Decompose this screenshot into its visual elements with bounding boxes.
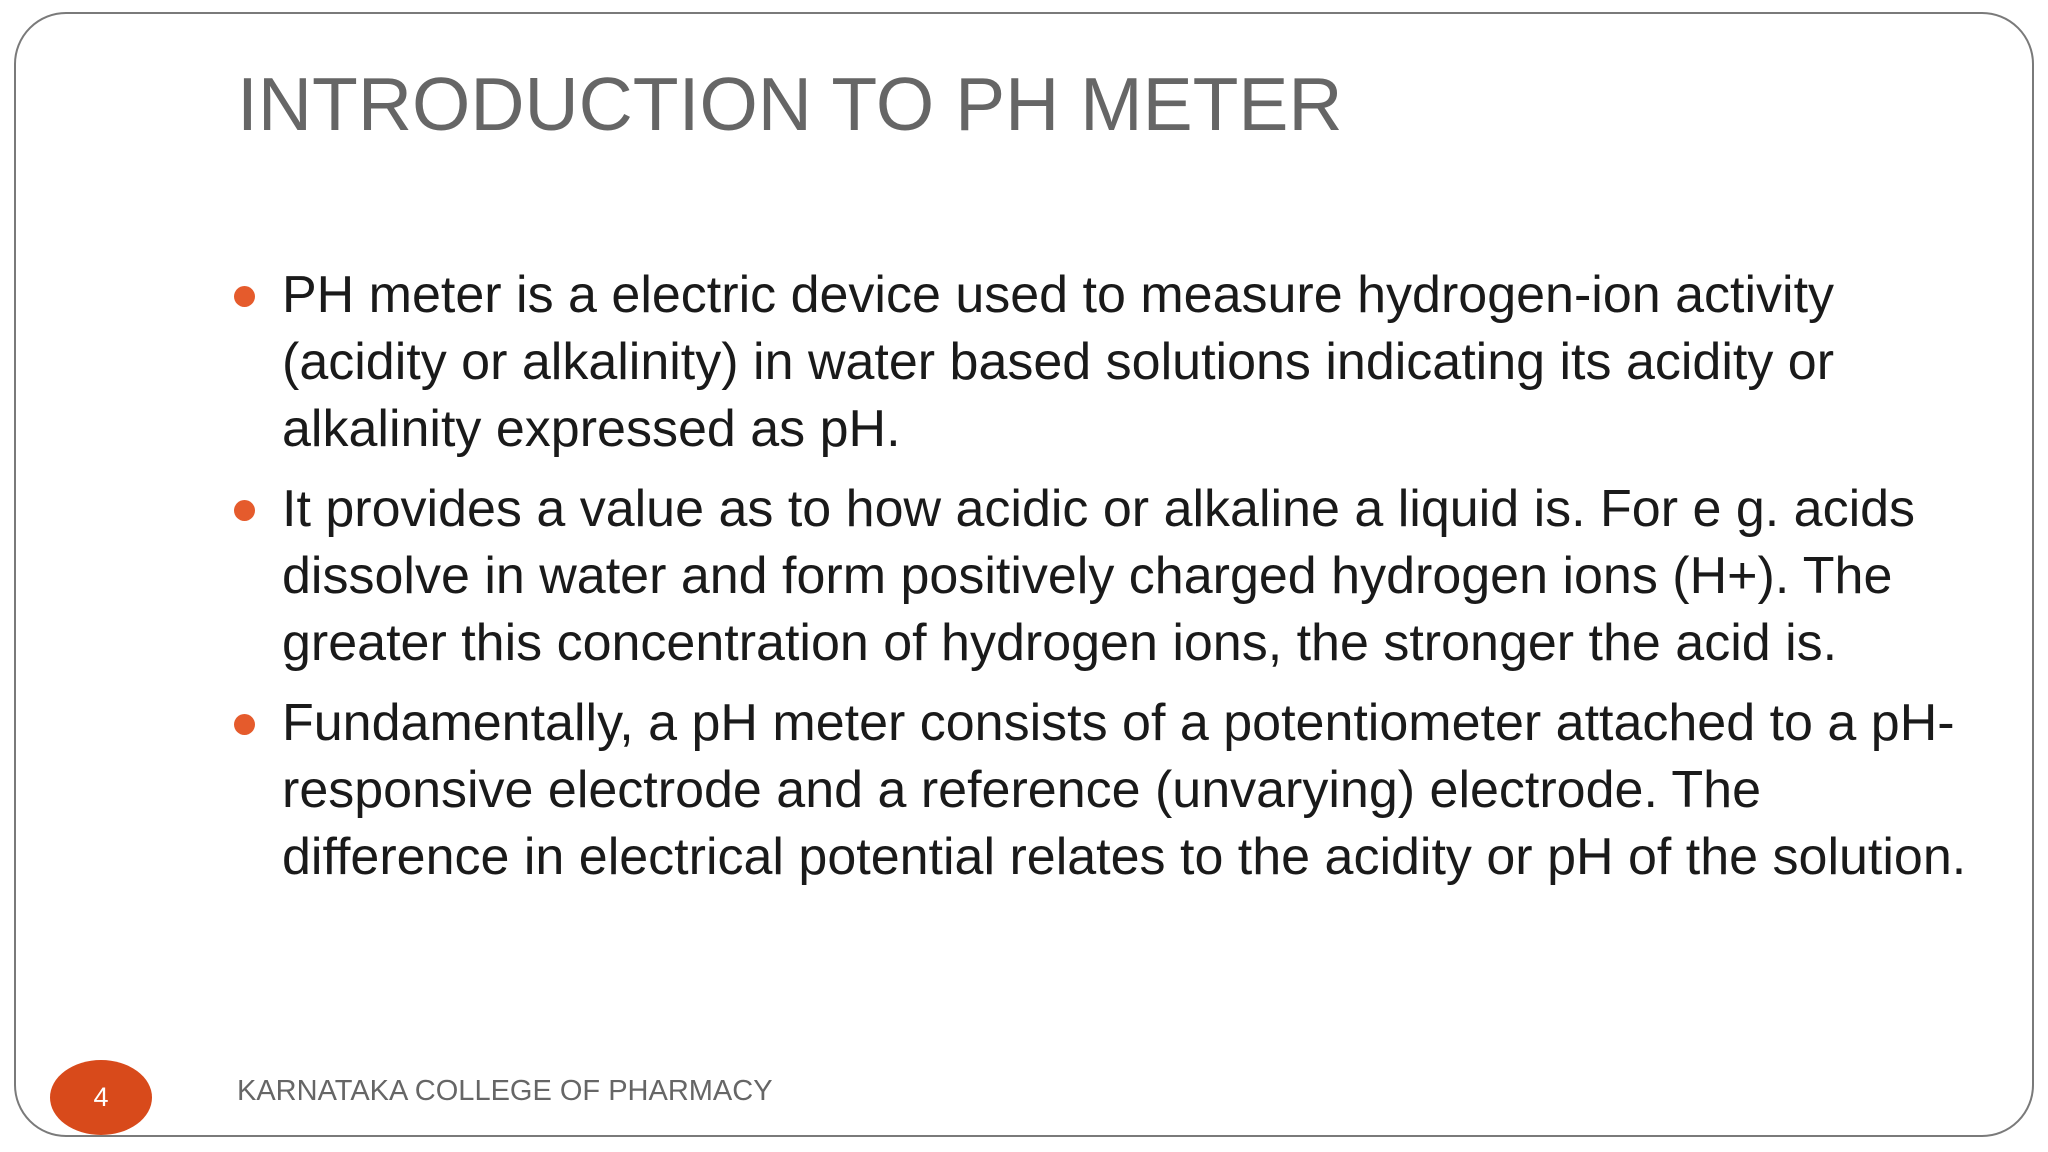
- bullet-item: [234, 476, 1974, 677]
- bullet-text: It provides a value as to how acidic or alkaline a liquid is. For e g. acids dissolve in water and form positively charged hydrogen ions (H+). The greater this concentration of hydrogen ions, the stronger the acid is.: [282, 480, 1916, 672]
- slide-number-badge: 4: [50, 1060, 152, 1135]
- slide-title: INTRODUCTION TO PH METER: [237, 62, 1343, 146]
- bullet-dot-icon: [234, 714, 255, 735]
- bullet-dot-icon: [234, 500, 255, 521]
- footer-text: KARNATAKA COLLEGE OF PHARMACY: [237, 1075, 773, 1107]
- bullet-dot-icon: [234, 286, 255, 307]
- slide-frame: [14, 12, 2034, 1137]
- bullet-item: [234, 262, 1974, 463]
- bullet-text: Fundamentally, a pH meter consists of a potentiometer attached to a pH- responsive electrode and a reference (unvarying) electrode. The difference in electrical potential relates to the acidity or pH of the solution.: [282, 694, 1967, 886]
- bullet-item: [234, 690, 1974, 891]
- bullet-list: [234, 262, 1974, 904]
- bullet-text: PH meter is a electric device used to measure hydrogen-ion activity (acidity or alkalinity) in water based solutions indicating its acidity or alkalinity expressed as pH.: [282, 266, 1835, 458]
